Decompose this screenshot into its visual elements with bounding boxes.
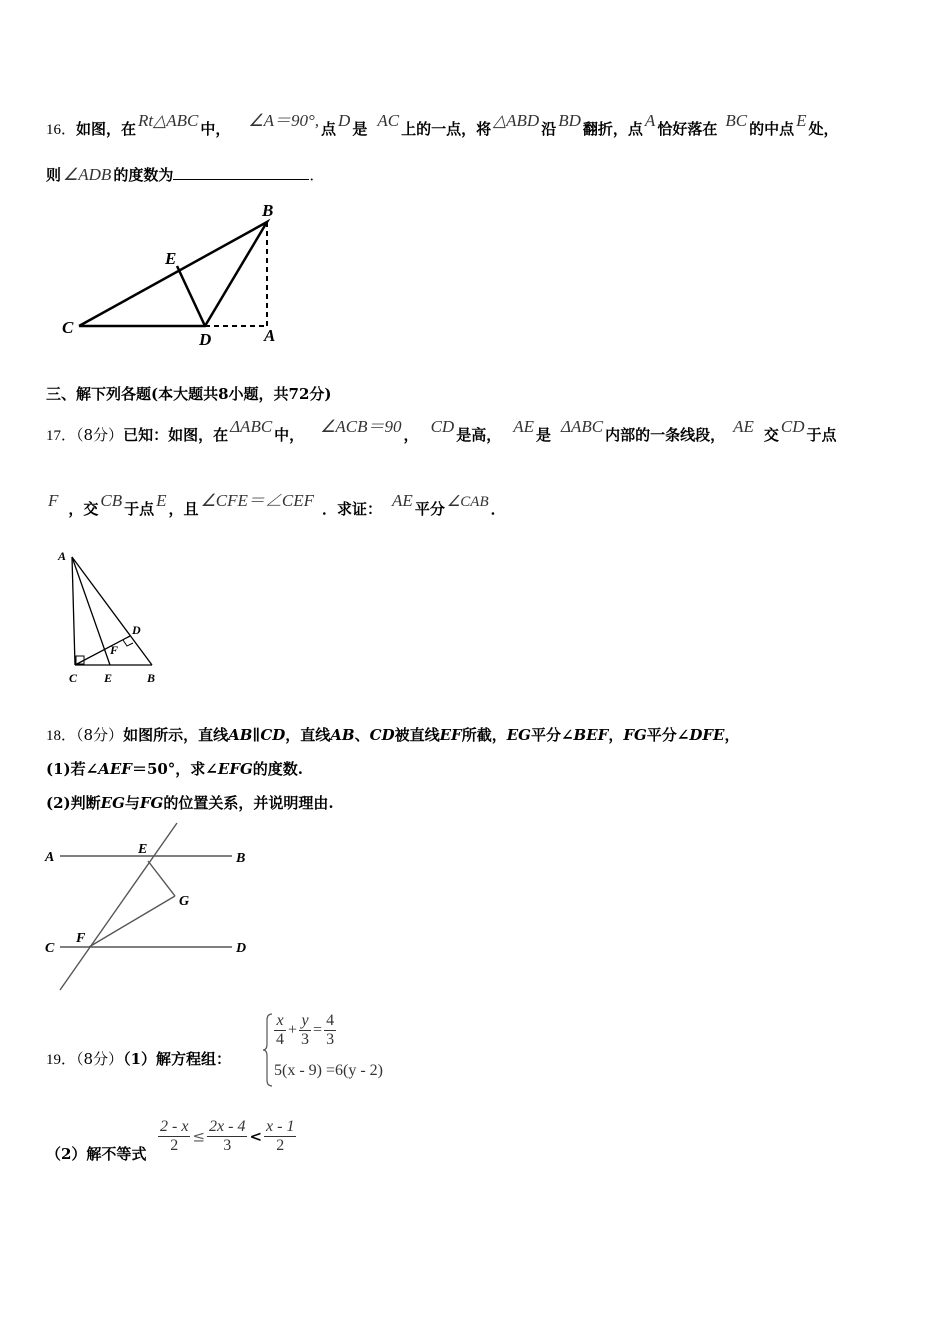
q17-figure bbox=[52, 545, 172, 690]
q16-line1: 16．如图，在 Rt△ABC 中， ∠A＝90°, 点 D 是 AC 上的一点，将 △ABD 沿 BD 翻折，点 A 恰好落在 BC 的中点 E 处， bbox=[46, 111, 839, 138]
answer-blank bbox=[173, 165, 309, 180]
q18-figure bbox=[42, 818, 262, 996]
label-E: E bbox=[104, 671, 113, 685]
label-B: B bbox=[236, 851, 246, 866]
q18-part2: (2)判断EG与FG的位置关系，并说明理由. bbox=[46, 794, 334, 812]
label-D: D bbox=[132, 623, 141, 637]
q18-part1: (1)若∠AEF＝50°，求∠EFG的度数. bbox=[46, 760, 304, 778]
section-3-title: 三、解下列各题(本大题共8小题，共72分) bbox=[46, 385, 332, 403]
q18-line1: 18．（8分）如图所示，直线AB∥CD，直线AB、CD被直线EF所截，EG平分∠BEF，FG平分∠DFE， bbox=[46, 726, 740, 744]
label-C: C bbox=[69, 671, 78, 685]
label-B: B bbox=[147, 671, 156, 685]
label-C: C bbox=[45, 941, 55, 956]
q17-line1: 17．（8分）已知：如图，在 ΔABC 中， ∠ACB＝90 ， CD 是高， AE 是 ΔABC 内部的一条线段， AE 交 CD 于点 bbox=[46, 417, 837, 444]
label-D: D bbox=[236, 941, 247, 956]
q19-inequality: $\frac{2 - x}{2}$ ≤ $\frac{2x - 4}{3}$ < $\frac{x - 1}{2}$ bbox=[160, 1118, 295, 1154]
q16-line2: 则 ∠ADB 的度数为 ． bbox=[46, 165, 325, 184]
label-A: A bbox=[45, 850, 55, 865]
label-A: A bbox=[58, 549, 67, 563]
q17-line2: F ，交 CB 于点 E ，且 ∠CFE＝∠CEF ．求证： AE 平分 ∠CAB ． bbox=[48, 491, 506, 518]
q19-equation-1: $\frac{x}{4}$ + $\frac{y}{3}$ = $\frac{4}{3}$ bbox=[276, 1012, 335, 1048]
q19-part1-label: 19．（8分）（1）解方程组： bbox=[46, 1050, 232, 1068]
label-F: F bbox=[76, 931, 86, 946]
label-D: D bbox=[199, 330, 212, 349]
label-F: F bbox=[110, 643, 119, 657]
q19-part2-label: （2）解不等式 bbox=[46, 1145, 147, 1163]
q16-number: 16． bbox=[46, 122, 77, 138]
q19-equation-2: 5(x - 9) =6(y - 2) bbox=[274, 1062, 383, 1079]
label-A: A bbox=[264, 326, 276, 345]
label-E: E bbox=[138, 842, 148, 857]
label-E: E bbox=[165, 249, 177, 268]
label-C: C bbox=[62, 318, 74, 337]
label-B: B bbox=[262, 201, 274, 220]
label-G: G bbox=[179, 894, 190, 909]
q16-figure bbox=[55, 198, 295, 350]
